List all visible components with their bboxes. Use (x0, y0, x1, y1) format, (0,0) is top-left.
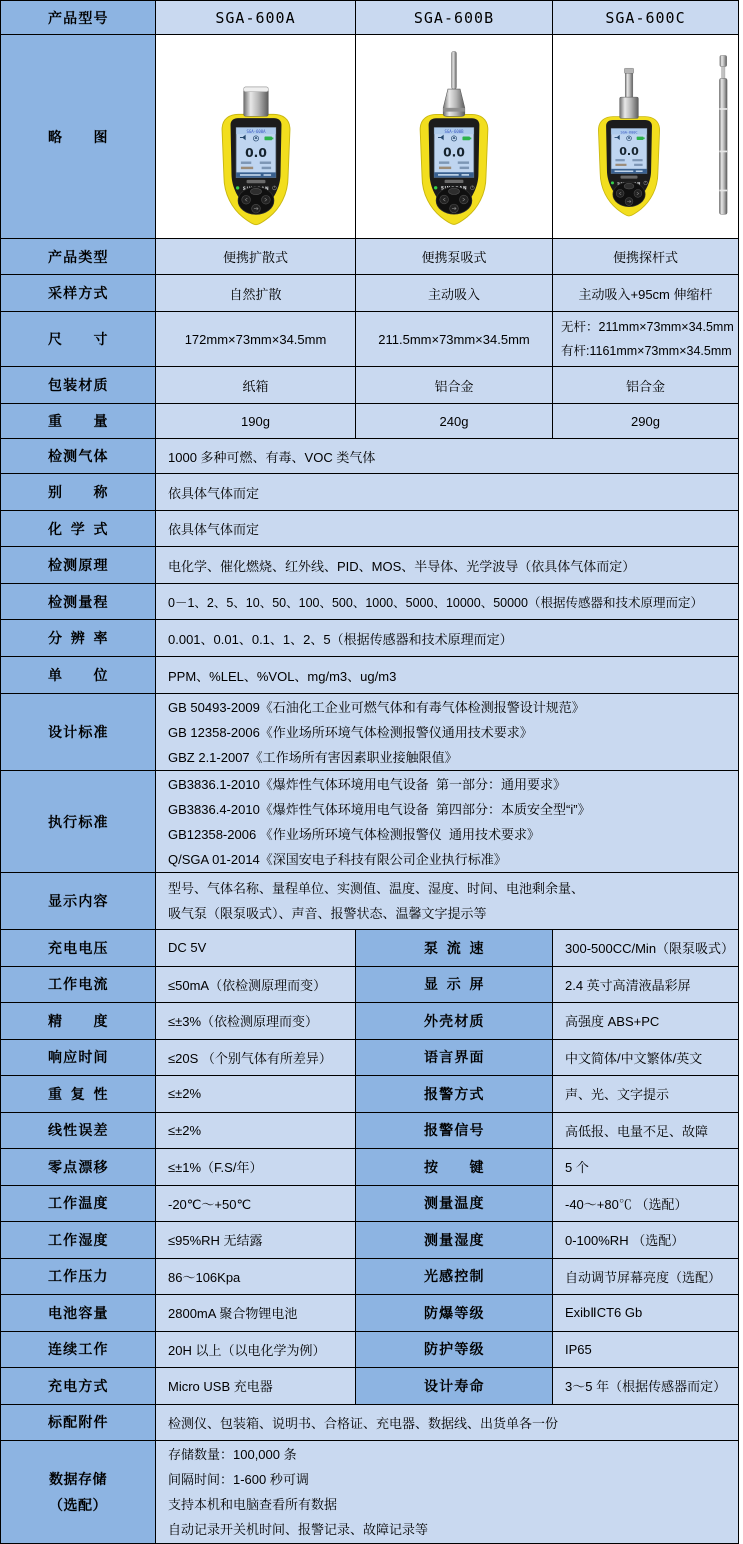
cell-value: 211.5mm×73mm×34.5mm (356, 312, 553, 366)
row-label (1, 474, 156, 510)
row-label-text: 检测原理 (48, 557, 108, 573)
cell-value (156, 1441, 738, 1543)
row-label (1, 1113, 156, 1149)
lcd-title: SGA-600B (444, 128, 464, 134)
row-label (356, 1003, 553, 1039)
row-label-text: （选配） (49, 1496, 107, 1513)
row-label (1, 275, 156, 311)
row-label (1, 547, 156, 583)
table-row (1, 620, 738, 657)
cell-line: GB 50493-2009《石油化工企业可燃气体和有毒气体检测报警设计规范》 (168, 699, 585, 715)
row-label-text: 响应时间 (48, 1049, 108, 1066)
row-label-text: 化学式 (48, 520, 108, 537)
model-name-c: SGA-600C (553, 1, 738, 34)
row-label (356, 1186, 553, 1222)
table-row (1, 547, 738, 584)
table-row (1, 657, 738, 694)
table-row (1, 474, 738, 511)
row-label-text: 防护等级 (424, 1341, 484, 1358)
cell-value: ≤±1%（F.S/年） (156, 1149, 356, 1185)
cell-value: 1000 多种可燃、有毒、VOC 类气体 (156, 439, 738, 473)
table-row (1, 1368, 738, 1405)
cell-value: 2800mA 聚合物锂电池 (156, 1295, 356, 1331)
table-row (1, 967, 738, 1004)
cell-value (156, 873, 738, 929)
row-label-text: 产品类型 (48, 248, 108, 265)
sketch-cell-c (553, 35, 738, 238)
cell-value (156, 771, 738, 872)
cell-line: GB3836.1-2010《爆炸性气体环境用电气设备 第一部分：通用要求》 (168, 776, 567, 792)
cell-line: GB 12358-2006《作业场所环境气体检测报警仪通用技术要求》 (168, 724, 533, 740)
row-label-text: 重复性 (48, 1085, 108, 1102)
row-label-text: 语言界面 (424, 1049, 484, 1066)
row-label (356, 1259, 553, 1295)
cell-value: 依具体气体而定 (156, 511, 738, 546)
row-label-text: 设计寿命 (424, 1377, 484, 1394)
row-label-text: 采样方式 (48, 285, 108, 301)
row-label (1, 620, 156, 656)
model-name-b: SGA-600B (356, 1, 553, 34)
cell-value: PPM、%LEL、%VOL、mg/m3、ug/m3 (156, 657, 738, 693)
cell-value: 纸箱 (156, 367, 356, 403)
row-label-text: 重量 (48, 413, 108, 429)
cell-value: 声、光、文字提示 (553, 1076, 738, 1112)
cell-value: IP65 (553, 1332, 738, 1368)
row-label (1, 239, 156, 274)
row-label-text: 外壳材质 (424, 1012, 484, 1029)
table-row (1, 312, 738, 367)
cell-value: 铝合金 (553, 367, 738, 403)
row-label-text: 泵流速 (424, 939, 484, 956)
row-label (1, 367, 156, 403)
row-label (356, 1040, 553, 1076)
row-label (1, 873, 156, 929)
table-row (1, 367, 738, 404)
cell-line: 支持本机和电脑查看所有数据 (168, 1496, 338, 1512)
row-label-text: 显示内容 (48, 893, 108, 909)
row-label (356, 1149, 553, 1185)
cell-value: 自动调节屏幕亮度（选配） (553, 1259, 738, 1295)
row-label-text: 连续工作 (48, 1341, 108, 1358)
row-label-text: 报警信号 (424, 1122, 484, 1139)
cell-value: 高低报、电量不足、故障 (553, 1113, 738, 1149)
row-label (1, 1149, 156, 1185)
row-label (356, 1222, 553, 1258)
row-label (1, 404, 156, 438)
row-label-text: 包装材质 (48, 377, 108, 393)
cell-value: 便携探杆式 (553, 239, 738, 274)
cell-value: ≤95%RH 无结露 (156, 1222, 356, 1258)
table-row (1, 1186, 738, 1223)
row-label (1, 930, 156, 966)
row-label (356, 1076, 553, 1112)
cell-value: 中文简体/中文繁体/英文 (553, 1040, 738, 1076)
table-row (1, 1076, 738, 1113)
row-label (1, 439, 156, 473)
row-label-text: 数据存储 (49, 1470, 107, 1487)
row-label-text: 防爆等级 (424, 1304, 484, 1321)
table-row (1, 1003, 738, 1040)
cell-value (553, 312, 738, 366)
row-label-text: 检测气体 (48, 448, 108, 464)
row-label-text: 执行标准 (48, 813, 108, 830)
cell-line: 存储数量：100,000 条 (168, 1446, 297, 1462)
cell-value: 0-100%RH （选配） (553, 1222, 738, 1258)
cell-value: Micro USB 充电器 (156, 1368, 356, 1404)
row-label-text: 单位 (48, 667, 108, 683)
cell-line: 无杆：211mm×73mm×34.5mm (561, 320, 734, 334)
table-row-model (1, 1, 738, 35)
row-label-text: 工作温度 (48, 1195, 108, 1212)
cell-value: 0.001、0.01、0.1、1、2、5（根据传感器和技术原理而定） (156, 620, 738, 656)
row-label (1, 1441, 156, 1543)
row-label (1, 1295, 156, 1331)
cell-value: -20℃～+50℃ (156, 1186, 356, 1222)
row-label (356, 930, 553, 966)
table-row (1, 584, 738, 620)
row-label (1, 1332, 156, 1368)
cell-value: 便携扩散式 (156, 239, 356, 274)
row-label-text: 尺寸 (48, 331, 108, 347)
cell-value: 自然扩散 (156, 275, 356, 311)
cell-value: 检测仪、包装箱、说明书、合格证、充电器、数据线、出货单各一份 (156, 1405, 738, 1440)
cell-value: 290g (553, 404, 738, 438)
cell-line: 有杆:1161mm×73mm×34.5mm (561, 344, 732, 358)
row-label-text: 测量湿度 (424, 1231, 484, 1248)
cell-value: ExibⅡCT6 Gb (553, 1295, 738, 1331)
cell-value: 3～5 年（根据传感器而定） (553, 1368, 738, 1404)
table-row-sketch (1, 35, 738, 239)
row-label-text: 略图 (48, 128, 108, 145)
table-row-accessories (1, 1405, 738, 1441)
row-label (1, 657, 156, 693)
cell-value: DC 5V (156, 930, 356, 966)
table-row (1, 1295, 738, 1332)
row-label-text: 测量温度 (424, 1195, 484, 1212)
row-label-text: 工作湿度 (48, 1231, 108, 1248)
row-label-text: 工作电流 (48, 976, 108, 993)
row-label-text: 显示屏 (424, 976, 484, 993)
cell-value: ≤±3%（依检测原理而变） (156, 1003, 356, 1039)
row-label-text: 充电方式 (48, 1377, 108, 1394)
cell-line: 自动记录开关机时间、报警记录、故障记录等 (168, 1521, 429, 1537)
row-label-text: 按键 (424, 1158, 484, 1175)
cell-line: GBZ 2.1-2007《工作场所有害因素职业接触限值》 (168, 749, 458, 765)
cell-value: 190g (156, 404, 356, 438)
cell-line: 吸气泵（限泵吸式）、声音、报警状态、温馨文字提示等 (168, 906, 487, 921)
cell-value: 240g (356, 404, 553, 438)
row-label-text: 分辨率 (48, 630, 108, 646)
cell-value: 2.4 英寸高清液晶彩屏 (553, 967, 738, 1003)
row-label-text: 标配附件 (48, 1414, 108, 1430)
row-label-text: 产品型号 (48, 9, 108, 26)
row-label (1, 771, 156, 872)
cell-line: 型号、气体名称、量程单位、实测值、温度、湿度、时间、电池剩余量、 (168, 881, 585, 896)
row-label (1, 967, 156, 1003)
row-label-text: 光感控制 (424, 1268, 484, 1285)
table-row (1, 1332, 738, 1369)
cell-value: 电化学、催化燃烧、红外线、PID、MOS、半导体、光学波导（依具体气体而定） (156, 547, 738, 583)
table-row-design-standards (1, 694, 738, 771)
cell-value: 172mm×73mm×34.5mm (156, 312, 356, 366)
cell-value: ≤20S （个别气体有所差异） (156, 1040, 356, 1076)
cell-value: 20H 以上（以电化学为例） (156, 1332, 356, 1368)
cell-value: 0－1、2、5、10、50、100、500、1000、5000、10000、50000（根据传感器和技术原理而定） (156, 584, 738, 619)
row-label (1, 1222, 156, 1258)
table-row (1, 1222, 738, 1259)
row-label-text: 电池容量 (48, 1304, 108, 1321)
cell-line: GB12358-2006 《作业场所环境气体检测报警仪 通用技术要求》 (168, 826, 541, 842)
sketch-cell-a (156, 35, 356, 238)
table-row (1, 511, 738, 547)
cell-value: 86～106Kpa (156, 1259, 356, 1295)
row-label (1, 1003, 156, 1039)
lcd-title: SGA-600A (246, 128, 265, 134)
row-label-text: 线性误差 (48, 1122, 108, 1139)
cell-value: 主动吸入 (356, 275, 553, 311)
row-label-text: 别称 (48, 484, 108, 500)
cell-value (156, 694, 738, 770)
row-label (356, 967, 553, 1003)
row-label-text: 设计标准 (48, 724, 108, 740)
cell-value: 5 个 (553, 1149, 738, 1185)
cell-value: -40～+80℃ （选配） (553, 1186, 738, 1222)
table-row (1, 1259, 738, 1296)
cell-value: ≤50mA（依检测原理而变） (156, 967, 356, 1003)
table-row (1, 239, 738, 275)
cell-value: 便携泵吸式 (356, 239, 553, 274)
row-label (1, 1368, 156, 1404)
row-label (1, 694, 156, 770)
sketch-cell-b (356, 35, 553, 238)
table-row (1, 439, 738, 474)
table-row (1, 1113, 738, 1150)
cell-line: GB3836.4-2010《爆炸性气体环境用电气设备 第四部分：本质安全型“i”》 (168, 801, 591, 817)
row-label (1, 511, 156, 546)
row-label-text: 工作压力 (48, 1268, 108, 1285)
device-image-sga-600c (556, 38, 736, 236)
cell-value: 主动吸入+95cm 伸缩杆 (553, 275, 738, 311)
table-row (1, 404, 738, 439)
cell-value: 铝合金 (356, 367, 553, 403)
cell-value: 300-500CC/Min（限泵吸式） (553, 930, 738, 966)
model-name-a: SGA-600A (156, 1, 356, 34)
row-label (1, 1186, 156, 1222)
table-row (1, 930, 738, 967)
table-row-display-content (1, 873, 738, 930)
lcd-title: SGA-600C (619, 129, 638, 134)
row-label (1, 584, 156, 619)
row-label (1, 1405, 156, 1440)
row-label (356, 1295, 553, 1331)
row-label-text: 报警方式 (424, 1085, 484, 1102)
row-label-text: 精度 (48, 1012, 108, 1029)
table-row (1, 1149, 738, 1186)
row-label-model (1, 1, 156, 34)
device-image-sga-600b (360, 38, 548, 236)
cell-value: 依具体气体而定 (156, 474, 738, 510)
cell-value: ≤±2% (156, 1076, 356, 1112)
row-label (1, 1076, 156, 1112)
row-label (1, 1040, 156, 1076)
row-label-text: 充电电压 (48, 939, 108, 956)
table-row (1, 275, 738, 312)
row-label-text: 零点漂移 (48, 1158, 108, 1175)
row-label-text: 检测量程 (48, 593, 108, 610)
row-label (356, 1113, 553, 1149)
row-label (356, 1368, 553, 1404)
row-label (1, 312, 156, 366)
device-image-sga-600a (161, 38, 351, 236)
cell-line: 间隔时间：1-600 秒可调 (168, 1471, 309, 1487)
row-label-sketch (1, 35, 156, 238)
row-label (356, 1332, 553, 1368)
cell-line: Q/SGA 01-2014《深国安电子科技有限公司企业执行标准》 (168, 851, 507, 867)
table-row (1, 1040, 738, 1077)
cell-value: ≤±2% (156, 1113, 356, 1149)
cell-value: 高强度 ABS+PC (553, 1003, 738, 1039)
table-row-data-storage (1, 1441, 738, 1543)
table-row-exec-standards (1, 771, 738, 873)
row-label (1, 1259, 156, 1295)
